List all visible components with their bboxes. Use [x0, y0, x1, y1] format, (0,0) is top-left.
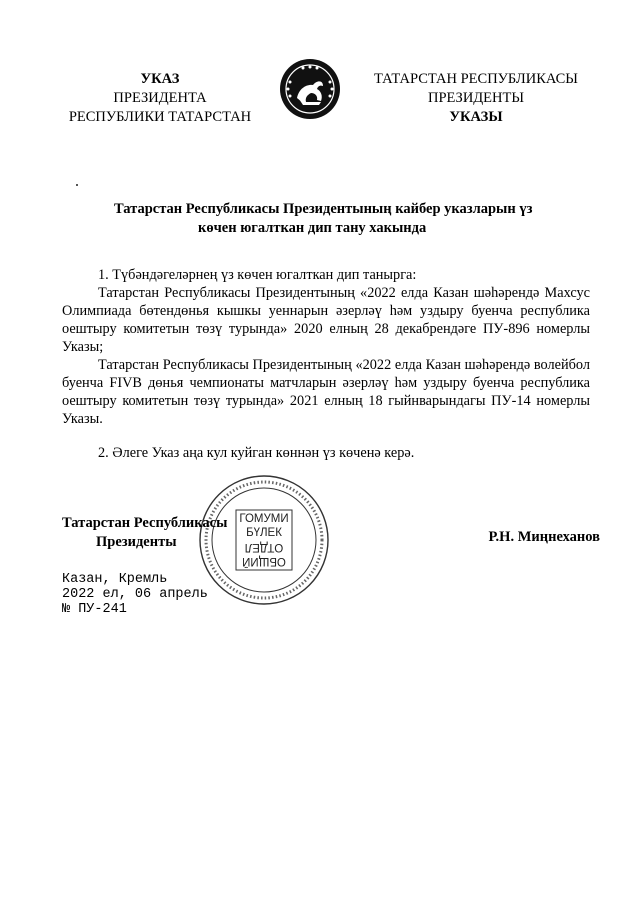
decree-paragraph-2: Татарстан Республикасы Президентының «2022 елда Казан шәһәрендә волейбол буенча FIVB дөнья чемпионаты матчларын әзерләү һәм уздыру буенча республика оештыру комитетын төзү турында» 2021 елның 18 гыйнварындагы ПУ-14 номерлы Указы.: [62, 357, 590, 427]
scan-speck: [76, 184, 78, 186]
footer-place: Казан, Кремль: [62, 572, 168, 587]
decree-body: [62, 266, 590, 462]
stamp-line4: ОБЩИЙ: [242, 555, 286, 567]
decree-item-1: 1. Түбәндәгеләрнең үз көчен югалткан дип танырга:: [98, 267, 417, 283]
header-left-line1: УКАЗ: [140, 71, 180, 87]
header-left-russian: [45, 70, 275, 127]
header-right-line1: ТАТАРСТАН РЕСПУБЛИКАСЫ: [374, 71, 578, 87]
tatarstan-emblem-icon: [279, 58, 341, 120]
header-right-tatar: [352, 70, 600, 127]
decree-title-line1: Татарстан Республикасы Президентының кайбер указларын үз: [114, 201, 533, 217]
stamp-line2: БҮЛЕК: [246, 527, 282, 539]
decree-item-2: 2. Әлеге Указ аңа кул куйган көннән үз көченә керә.: [98, 445, 415, 461]
stamp-text: [236, 512, 292, 568]
footer-date: 2022 ел, 06 апрель: [62, 587, 208, 602]
header-right-line3: УКАЗЫ: [449, 109, 503, 125]
signature-title-line2: Президенты: [96, 534, 177, 550]
header-left-line3: РЕСПУБЛИКИ ТАТАРСТАН: [68, 109, 252, 125]
decree-title-line2: көчен югалткан дип тану хакында: [198, 220, 427, 236]
signature-title-line1: Татарстан Республикасы: [62, 515, 228, 531]
signatory-name: Р.Н. Миңнеханов: [488, 529, 600, 545]
decree-footer: [62, 572, 282, 617]
header-right-line2: ПРЕЗИДЕНТЫ: [427, 90, 525, 106]
decree-title: [100, 200, 600, 238]
footer-number: № ПУ-241: [62, 602, 127, 617]
stamp-line1: ГОМУМИ: [239, 513, 289, 525]
signature-title: [62, 514, 242, 552]
header-left-line2: ПРЕЗИДЕНТА: [113, 90, 207, 106]
decree-paragraph-1: Татарстан Республикасы Президентының «2022 елда Казан шәһәрендә Махсус Олимпиада бөтендөнья кышкы уеннарын әзерләү һәм уздыру буенча республика оештыру комитетын төзү турында» 2020 елның 28 декабрендәге ПУ-896 номерлы Указы;: [62, 285, 590, 355]
stamp-line3: ОТДЕЛ: [244, 541, 284, 553]
